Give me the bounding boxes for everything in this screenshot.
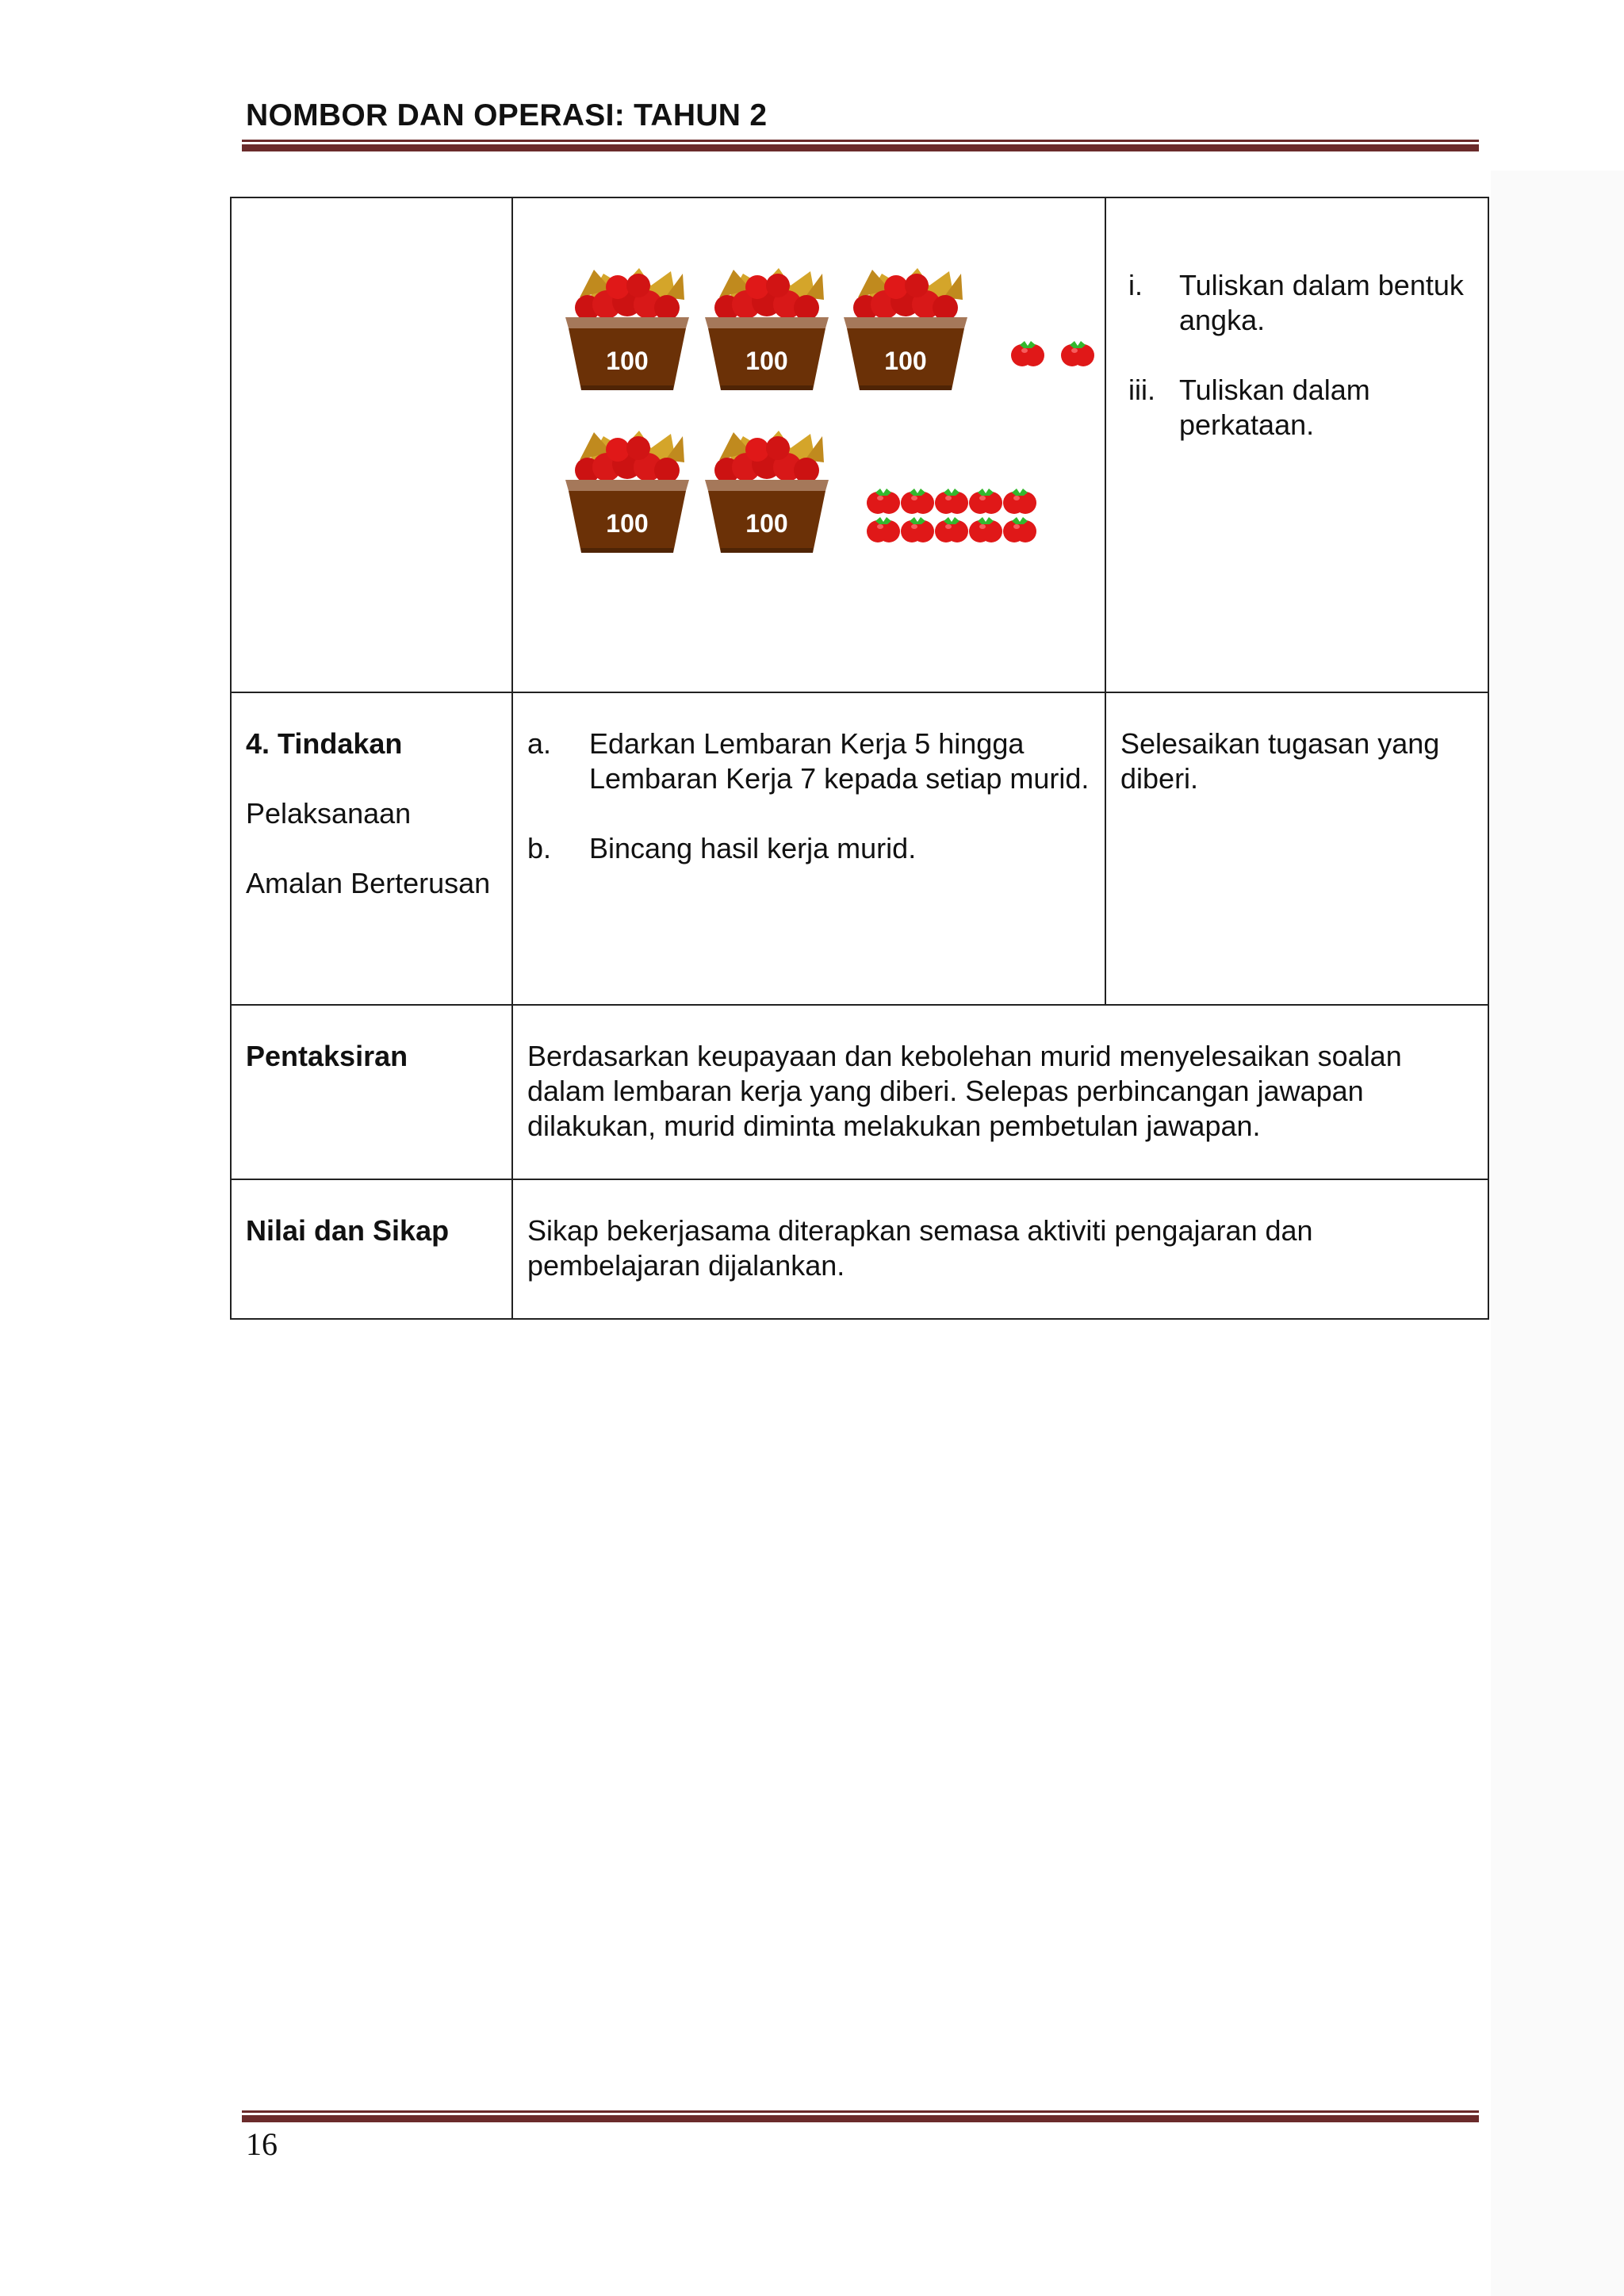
table-row-illustration: [231, 197, 1488, 692]
question-number: i.: [1128, 269, 1143, 301]
table-row-tindakan: [231, 692, 1488, 1005]
page-number: 16: [246, 2126, 278, 2162]
step-number: b.: [527, 832, 552, 864]
teacher-steps-cell: [512, 692, 1105, 1005]
student-activity-text: Selesaikan tugasan yang diberi.: [1120, 727, 1440, 795]
header-rule: [242, 140, 1479, 151]
tindakan-sub1: Pelaksanaan: [246, 797, 412, 830]
basket-4: [565, 431, 689, 553]
pentaksiran-text-cell: [512, 1005, 1488, 1179]
basket-1: [565, 268, 689, 390]
pentaksiran-label-cell: [231, 1005, 512, 1179]
apple-basket-illustration: [513, 198, 1106, 684]
pentaksiran-label: Pentaksiran: [246, 1040, 408, 1072]
student-activity-cell: [1105, 692, 1488, 1005]
question-text: Tuliskan dalam perkataan.: [1179, 374, 1370, 441]
basket-label-5: 100: [745, 509, 788, 538]
nilai-label: Nilai dan Sikap: [246, 1214, 450, 1247]
question-item: [1128, 373, 1473, 443]
page-header-title: NOMBOR DAN OPERASI: TAHUN 2: [246, 98, 768, 132]
apple-illustration-cell: [512, 197, 1105, 692]
question-list: [1106, 198, 1488, 443]
question-text: Tuliskan dalam bentuk angka.: [1179, 269, 1464, 336]
teacher-steps-list: [527, 726, 1090, 866]
basket-label-4: 100: [606, 509, 649, 538]
question-number: iii.: [1128, 374, 1155, 406]
table-row-nilai: [231, 1179, 1488, 1319]
page-right-margin: [1491, 171, 1624, 2296]
pentaksiran-text: Berdasarkan keupayaan dan kebolehan murid menyelesaikan soalan dalam lembaran kerja yang diberi. Selepas perbincangan jawapan dilakukan, murid diminta melakukan pembetulan jawapan.: [527, 1040, 1402, 1142]
list-item: [527, 726, 1090, 796]
basket-3: [844, 268, 967, 390]
basket-label-1: 100: [606, 347, 649, 375]
list-item: [527, 831, 1090, 866]
tindakan-sub2: Amalan Berterusan: [246, 867, 491, 899]
nilai-text-cell: [512, 1179, 1488, 1319]
basket-2: [705, 268, 829, 390]
loose-apples-top: [1011, 341, 1094, 366]
basket-label-3: 100: [884, 347, 927, 375]
basket-label-2: 100: [745, 347, 788, 375]
lesson-plan-table: [230, 197, 1489, 1320]
nilai-label-cell: [231, 1179, 512, 1319]
empty-cell: [231, 197, 512, 692]
footer-rule: [242, 2110, 1479, 2122]
step-number: a.: [527, 727, 552, 760]
step-text: Bincang hasil kerja murid.: [589, 832, 917, 864]
step-text: Edarkan Lembaran Kerja 5 hingga Lembaran Kerja 7 kepada setiap murid.: [589, 727, 1090, 795]
tindakan-heading: 4. Tindakan: [246, 727, 403, 760]
questions-cell: [1105, 197, 1488, 692]
question-item: [1128, 268, 1473, 338]
basket-5: [705, 431, 829, 553]
loose-apples-grid: [867, 489, 1036, 542]
table-row-pentaksiran: [231, 1005, 1488, 1179]
tindakan-label-cell: [231, 692, 512, 1005]
nilai-text: Sikap bekerjasama diterapkan semasa aktiviti pengajaran dan pembelajaran dijalankan.: [527, 1214, 1313, 1282]
